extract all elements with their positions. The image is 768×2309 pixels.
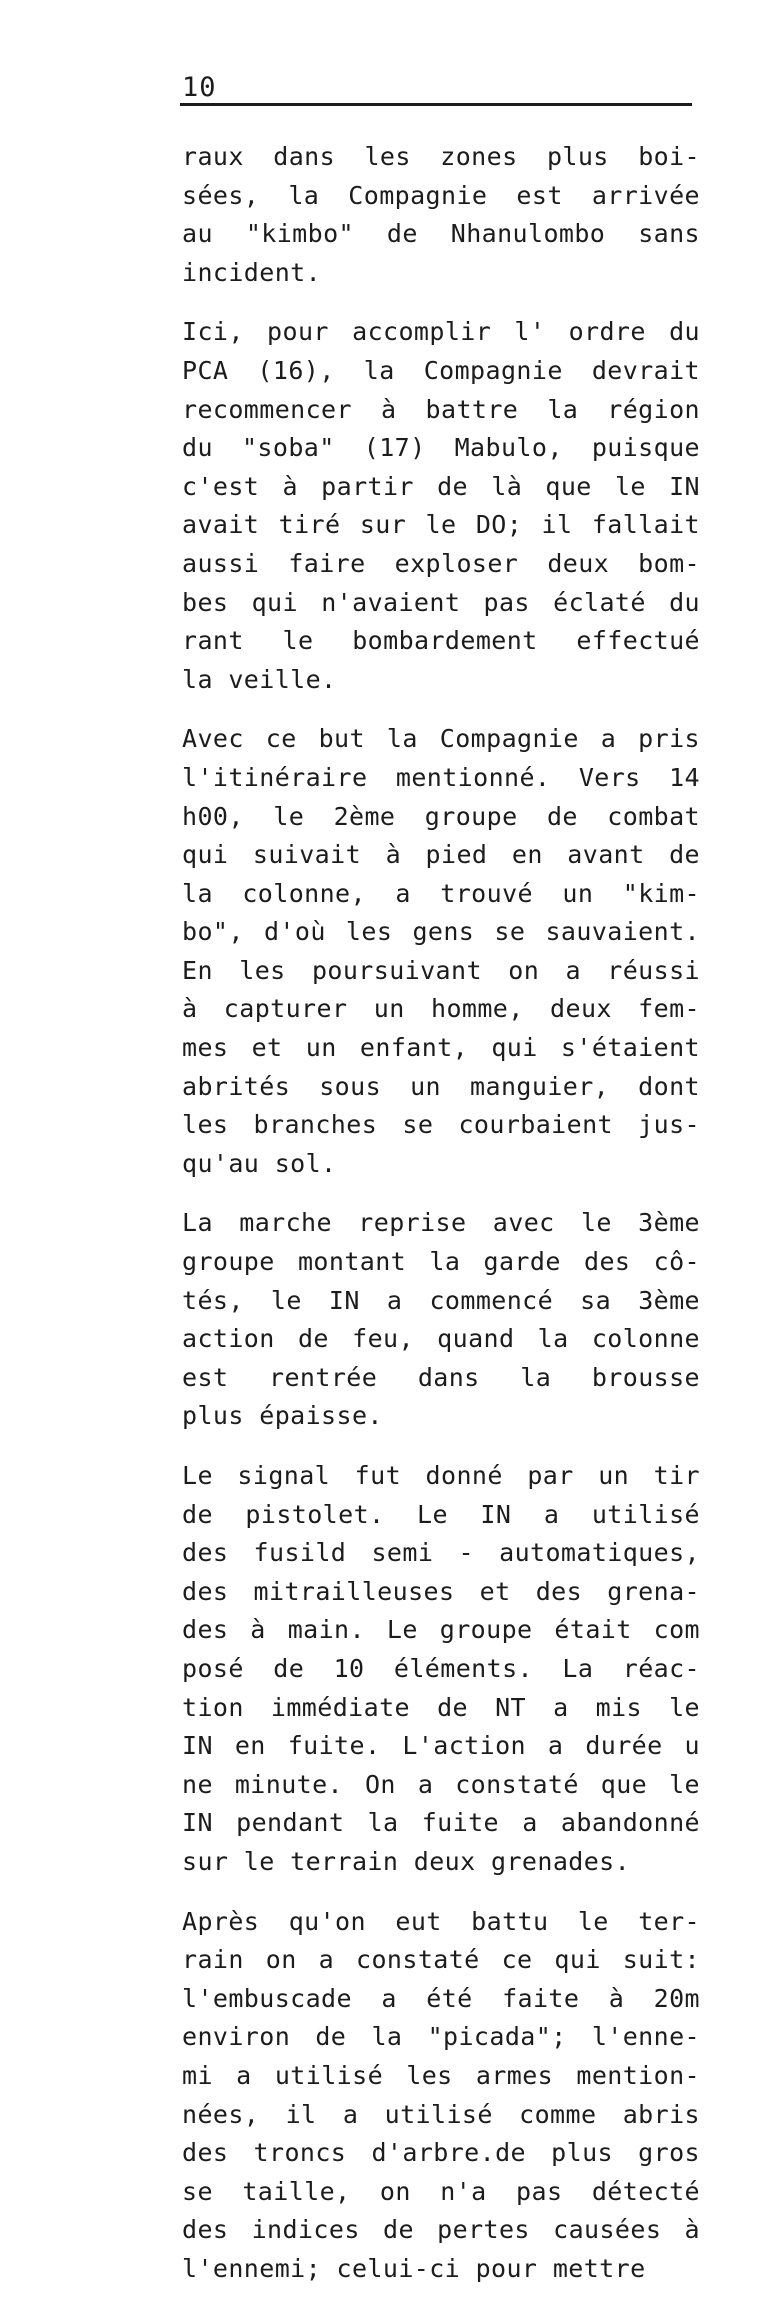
text-line: sées, la Compagnie est arrivée <box>182 180 700 210</box>
paragraph <box>182 138 700 292</box>
text-line: posé de 10 éléments. La réac- <box>182 1653 700 1683</box>
text-line: Ici, pour accomplir l' ordre du <box>182 317 700 347</box>
text-line: qu'au sol. <box>182 1148 337 1178</box>
text-line: les branches se courbaient jus- <box>182 1110 700 1140</box>
text-line: groupe montant la garde des cô- <box>182 1247 700 1277</box>
text-line: incident. <box>182 257 322 287</box>
text-line: des à main. Le groupe était com <box>182 1615 700 1645</box>
text-line: la veille. <box>182 664 337 694</box>
text-line: mi a utilisé les armes mention- <box>182 2060 700 2090</box>
text-line: tion immédiate de NT a mis le <box>182 1692 700 1722</box>
text-line: ne minute. On a constaté que le <box>182 1769 700 1799</box>
paragraph <box>182 313 700 699</box>
text-line: se taille, on n'a pas détecté <box>182 2176 700 2206</box>
text-line: recommencer à battre la région <box>182 394 700 424</box>
text-line: l'itinéraire mentionné. Vers 14 <box>182 762 700 792</box>
text-line: rant le bombardement effectué <box>182 626 700 656</box>
text-line: l'ennemi; celui-ci pour mettre <box>182 2253 646 2283</box>
text-line: qui suivait à pied en avant de <box>182 840 700 870</box>
text-line: des indices de pertes causées à <box>182 2215 700 2245</box>
text-line: des mitrailleuses et des grena- <box>182 1576 700 1606</box>
text-line: abrités sous un manguier, dont <box>182 1071 700 1101</box>
header-rule <box>180 103 692 106</box>
text-line: bes qui n'avaient pas éclaté du <box>182 587 700 617</box>
text-line: est rentrée dans la brousse <box>182 1362 700 1392</box>
text-line: la colonne, a trouvé un "kim- <box>182 878 700 908</box>
text-line: du "soba" (17) Mabulo, puisque <box>182 433 700 463</box>
text-line: sur le terrain deux grenades. <box>182 1846 631 1876</box>
text-line: Après qu'on eut battu le ter- <box>182 1906 700 1936</box>
text-line: de pistolet. Le IN a utilisé <box>182 1499 700 1529</box>
text-line: environ de la "picada"; l'enne- <box>182 2022 700 2052</box>
text-line: IN pendant la fuite a abandonné <box>182 1808 700 1838</box>
text-line: PCA (16), la Compagnie devrait <box>182 355 700 385</box>
text-line: des fusild semi - automatiques, <box>182 1538 700 1568</box>
text-line: des troncs d'arbre.de plus gros <box>182 2138 700 2168</box>
text-line: action de feu, quand la colonne <box>182 1324 700 1354</box>
text-line: l'embuscade a été faite à 20m <box>182 1983 700 2013</box>
text-line: La marche reprise avec le 3ème <box>182 1208 700 1238</box>
text-line: Avec ce but la Compagnie a pris <box>182 724 700 754</box>
text-line: mes et un enfant, qui s'étaient <box>182 1033 700 1063</box>
document-body <box>182 138 700 2309</box>
text-line: tés, le IN a commencé sa 3ème <box>182 1285 700 1315</box>
text-line: aussi faire exploser deux bom- <box>182 548 700 578</box>
paragraph <box>182 720 700 1183</box>
text-line: au "kimbo" de Nhanulombo sans <box>182 219 700 249</box>
text-line: IN en fuite. L'action a durée u <box>182 1731 700 1761</box>
text-line: h00, le 2ème groupe de combat <box>182 801 700 831</box>
text-line: rain on a constaté ce qui suit: <box>182 1945 700 1975</box>
text-line: Le signal fut donné par un tir <box>182 1461 700 1490</box>
text-line: plus épaisse. <box>182 1401 383 1431</box>
text-line: nées, il a utilisé comme abris <box>182 2099 700 2129</box>
paragraph <box>182 1204 700 1436</box>
text-line: c'est à partir de là que le IN <box>182 471 700 501</box>
text-line: En les poursuivant on a réussi <box>182 955 700 985</box>
paragraph <box>182 1903 700 2289</box>
text-line: avait tiré sur le DO; il fallait <box>182 510 700 540</box>
text-line: raux dans les zones plus boi- <box>182 142 700 171</box>
text-line: à capturer un homme, deux fem- <box>182 994 700 1024</box>
text-line: bo", d'où les gens se sauvaient. <box>182 917 700 947</box>
page-number: 10 <box>182 72 217 103</box>
paragraph <box>182 1457 700 1882</box>
